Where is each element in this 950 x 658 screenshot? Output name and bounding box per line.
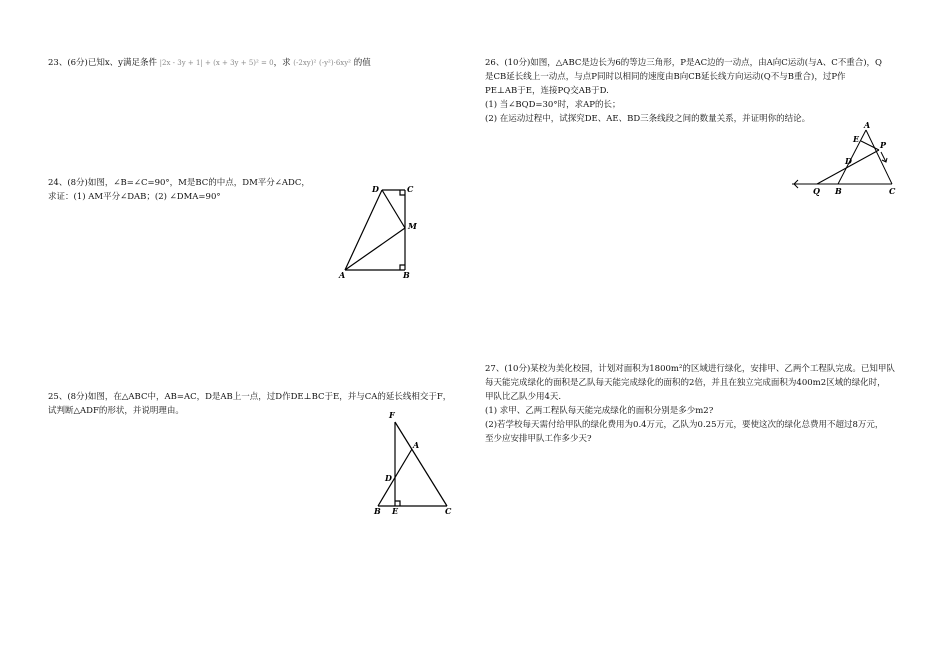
question-24-line-2: 求证：(1) AM平分∠DAB；(2) ∠DMA=90° [48,192,221,202]
question-26-sub-1: (1) 当∠BQD=30°时，求AP的长； [485,100,621,110]
question-25-line-1 [48,390,473,404]
question-27-line-1-text: 某校为美化校园，计划对面积为1800m²的区域进行绿化，安排甲、乙两个工程队完成。已知甲队 [530,364,895,374]
question-24 [48,176,348,204]
question-26 [485,56,940,126]
question-23-text-c: 的值 [353,58,371,68]
question-23-text [48,56,468,70]
q26-label-q: Q [813,186,820,196]
q26-segment-ba [838,130,866,184]
question-25-figure [370,408,460,518]
question-27-sub-2a: (2)若学校每天需付给甲队的绿化费用为0.4万元，乙队为0.25万元，要使这次的绿化总费用不超过8万元， [485,420,884,430]
question-27-sub-2b: 至少应安排甲队工作多少天? [485,434,592,444]
question-23-number: 23、(6分) [48,58,88,68]
question-23-text-a: 已知x、y满足条件 [87,58,157,68]
question-23-condition-formula: |2x - 3y + 1| + (x + 3y + 5)² = 0 [159,59,274,67]
q26-label-d: D [845,156,852,166]
question-23-text-b: ，求 [273,58,291,68]
q24-label-d: D [372,184,379,194]
q24-label-m: M [408,221,417,231]
question-26-line-1 [485,56,940,70]
q25-label-f: F [389,410,395,420]
q25-label-c: C [445,506,452,516]
q24-label-c: C [407,184,414,194]
question-27-line-1 [485,362,940,376]
q25-label-d: D [385,473,392,483]
question-26-sub-2: (2) 在运动过程中，试探究DE、AE、BD三条线段之间的数量关系，并证明你的结论。 [485,114,811,124]
q24-right-angle-c [400,190,405,195]
question-23-expression-2: (-y²)·6xy² [319,59,351,67]
q24-label-b: B [403,270,410,280]
question-27 [485,362,940,446]
q24-label-a: A [339,270,346,280]
q24-segment-ad [345,190,382,270]
q25-label-a: A [413,440,420,450]
q26-segment-ac [866,130,892,184]
question-27-line-3: 甲队比乙队少用4天. [485,392,562,402]
question-27-number: 27、(10分) [485,364,531,374]
q24-segment-am [345,228,405,270]
q26-label-b: B [835,186,842,196]
q25-label-e: E [392,506,399,516]
q26-label-c: C [889,186,896,196]
question-25-line-1-text: 如图，在△ABC中，AB=AC，D是AB上一点，过D作DE⊥BC于E，并与CA的延长线相交于F， [87,392,452,402]
question-26-number: 26、(10分) [485,58,531,68]
q24-segment-dm [382,190,405,228]
question-23-expression-1: (-2xy)² [293,59,317,67]
question-27-line-2: 每天能完成绿化的面积是乙队每天能完成绿化的面积的2倍，并且在独立完成面积为400m2区域的绿化时， [485,378,886,388]
question-24-number: 24、(8分) [48,178,88,188]
question-23 [48,56,468,70]
question-26-line-1-text: 如图，△ABC是边长为6的等边三角形，P是AC边的一动点，由A向C运动(与A、C不重合)，Q [530,58,883,68]
question-24-line-1 [48,176,348,190]
q26-label-e: E [853,134,860,144]
question-27-sub-1: (1) 求甲、乙两工程队每天能完成绿化的面积分别是多少m2? [485,406,714,416]
q25-label-b: B [374,506,381,516]
question-24-line-1-text: 如图，∠B=∠C=90°，M是BC的中点，DM平分∠ADC， [87,178,310,188]
q26-label-a: A [864,120,871,130]
question-25-number: 25、(8分) [48,392,88,402]
question-26-figure [790,120,910,200]
q26-label-p: P [880,140,887,150]
question-25-line-2: 试判断△ADF的形状，并说明理由。 [48,406,184,416]
question-26-line-3: PE⊥AB于E，连接PQ交AB于D. [485,86,609,96]
q26-segment-pe [861,141,879,150]
question-24-figure [330,180,430,280]
question-26-line-2: 是CB延长线上一动点，与点P同时以相同的速度由B向CB延长线方向运动(Q不与B重合)，过P作 [485,72,846,82]
